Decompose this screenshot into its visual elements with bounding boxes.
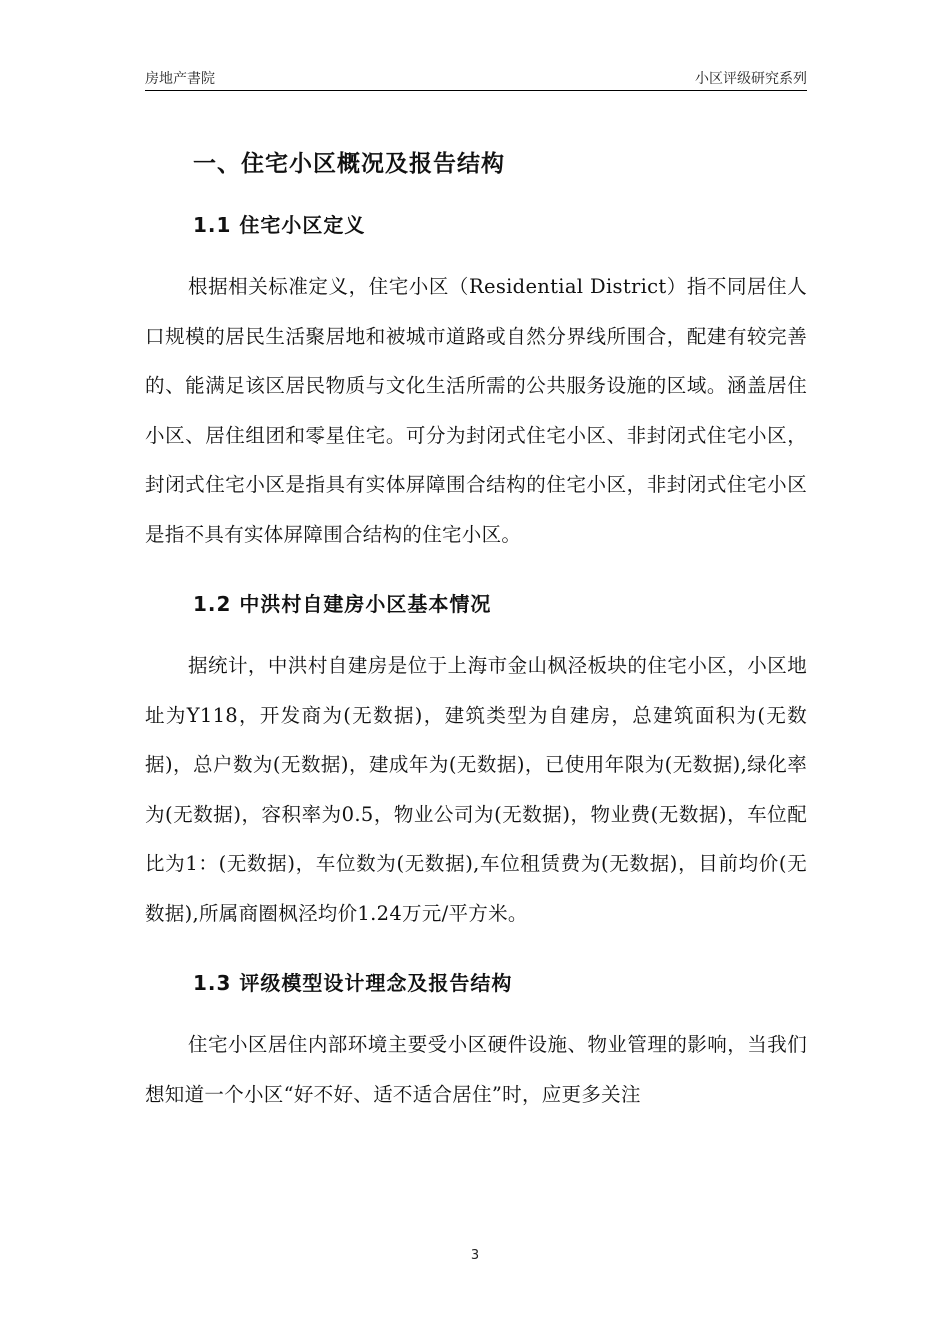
header-publisher: 房地产書院 — [145, 71, 215, 87]
subsection-heading-1-1: 1.1 住宅小区定义 — [193, 213, 366, 237]
header-divider — [145, 90, 807, 91]
section-heading: 一、住宅小区概况及报告结构 — [193, 151, 505, 177]
page-number: 3 — [470, 1248, 480, 1263]
paragraph-model-design: 住宅小区居住内部环境主要受小区硬件设施、物业管理的影响，当我们想知道一个小区“好不好、适不适合居住”时，应更多关注 — [145, 1033, 807, 1106]
subsection-heading-1-3: 1.3 评级模型设计理念及报告结构 — [193, 971, 513, 995]
subsection-heading-1-2: 1.2 中洪村自建房小区基本情况 — [193, 592, 492, 616]
document-body — [145, 140, 807, 1119]
paragraph-definition: 根据相关标准定义，住宅小区（Residential District）指不同居住人口规模的居民生活聚居地和被城市道路或自然分界线所围合，配建有较完善的、能满足该区居民物质与文化生活所需的公共服务设施的区域。涵盖居住小区、居住组团和零星住宅。可分为封闭式住宅小区、非封闭式住宅小区，封闭式住宅小区是指具有实体屏障围合结构的住宅小区，非封闭式住宅小区是指不具有实体屏障围合结构的住宅小区。 — [145, 275, 807, 546]
paragraph-basic-info: 据统计，中洪村自建房是位于上海市金山枫泾板块的住宅小区，小区地址为Y118，开发商为(无数据)，建筑类型为自建房，总建筑面积为(无数据)，总户数为(无数据)，建成年为(无数据)，已使用年限为(无数据),绿化率为(无数据)，容积率为0.5，物业公司为(无数据)，物业费(无数据)，车位配比为1：(无数据)，车位数为(无数据),车位租赁费为(无数据)，目前均价(无数据),所属商圈枫泾均价1.24万元/平方米。 — [145, 654, 807, 925]
page-header — [145, 64, 807, 90]
header-series-title: 小区评级研究系列 — [695, 71, 807, 87]
